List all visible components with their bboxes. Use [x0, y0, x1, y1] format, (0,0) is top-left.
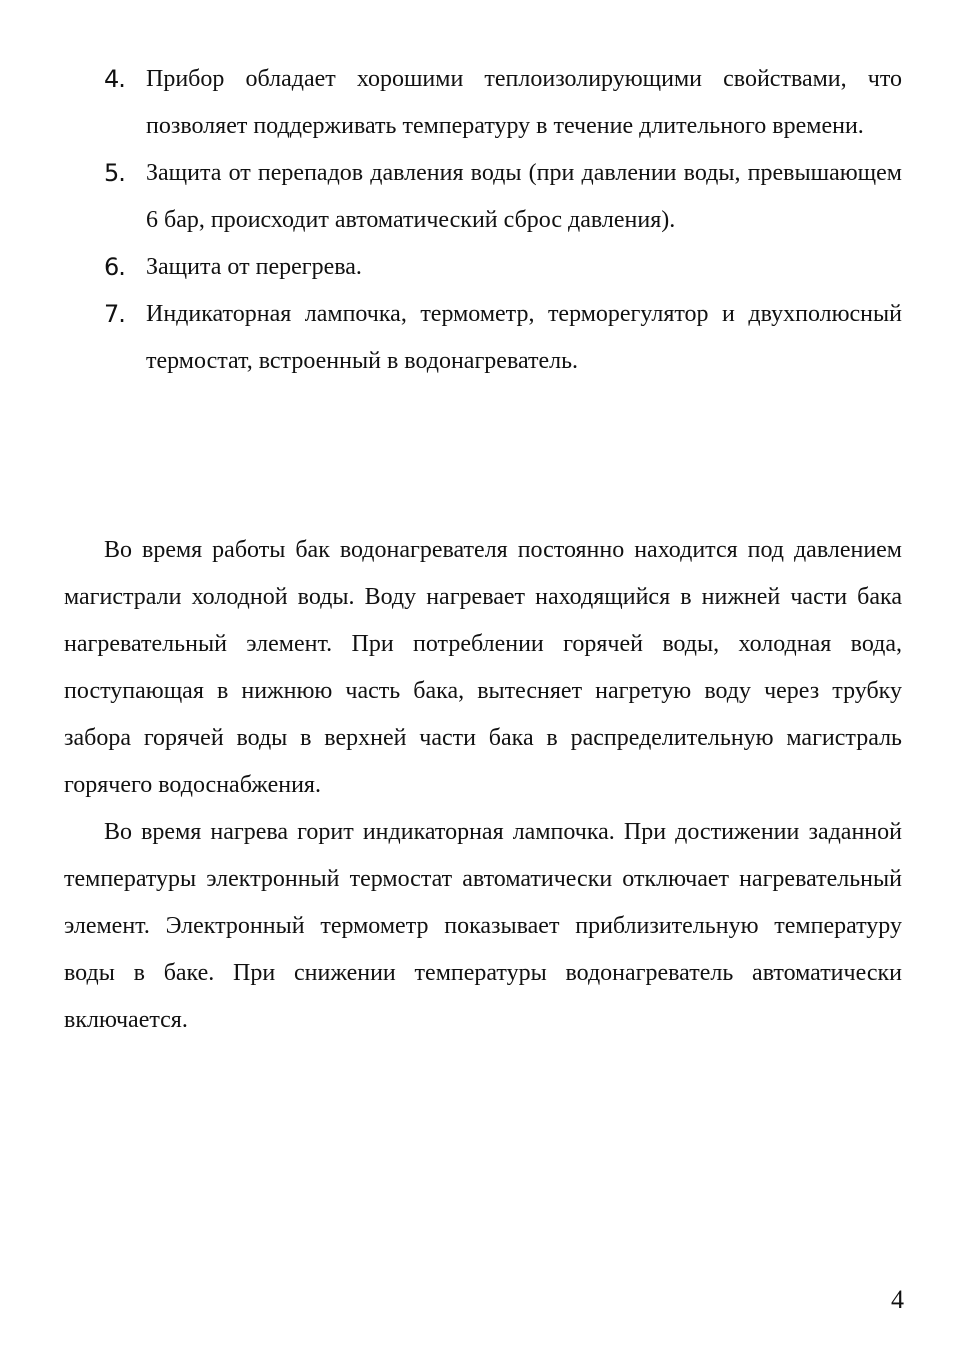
- body-text: [64, 527, 902, 1044]
- list-item-number: 6.: [104, 253, 125, 281]
- list-item-text: Защита от перепадов давления воды (при давлении воды, превышающем 6 бар, происходит автоматический сброс давления).: [146, 160, 902, 233]
- list-item-number: 7.: [104, 300, 125, 328]
- paragraph-heating: Во время нагрева горит индикаторная лампочка. При достижении заданной температуры электронный термостат автоматически отключает нагревательный элемент. Электронный термометр показывает приблизительную температуру воды в баке. При снижении температуры водонагреватель автоматически включается.: [64, 819, 902, 1033]
- list-item: [64, 56, 902, 150]
- list-item: [64, 291, 902, 385]
- list-item-text: Индикаторная лампочка, термометр, терморегулятор и двухполюсный термостат, встроенный в водонагреватель.: [146, 301, 902, 374]
- list-item-number: 5.: [104, 159, 125, 187]
- list-item-text: Прибор обладает хорошими теплоизолирующими свойствами, что позволяет поддерживать температуру в течение длительного времени.: [146, 66, 902, 139]
- page-number: 4: [891, 1285, 904, 1314]
- list-item-text: Защита от перегрева.: [146, 254, 362, 280]
- list-item-number: 4.: [104, 65, 125, 93]
- features-list: [64, 56, 902, 385]
- list-item: [64, 150, 902, 244]
- paragraph-operation: Во время работы бак водонагревателя постоянно находится под давлением магистрали холодной воды. Воду нагревает находящийся в нижней части бака нагревательный элемент. При потреблении горячей воды, холодная вода, поступающая в нижнюю часть бака, вытесняет нагретую воду через трубку забора горячей воды в верхней части бака в распределительную магистраль горячего водоснабжения.: [64, 537, 902, 798]
- list-item: [64, 244, 902, 291]
